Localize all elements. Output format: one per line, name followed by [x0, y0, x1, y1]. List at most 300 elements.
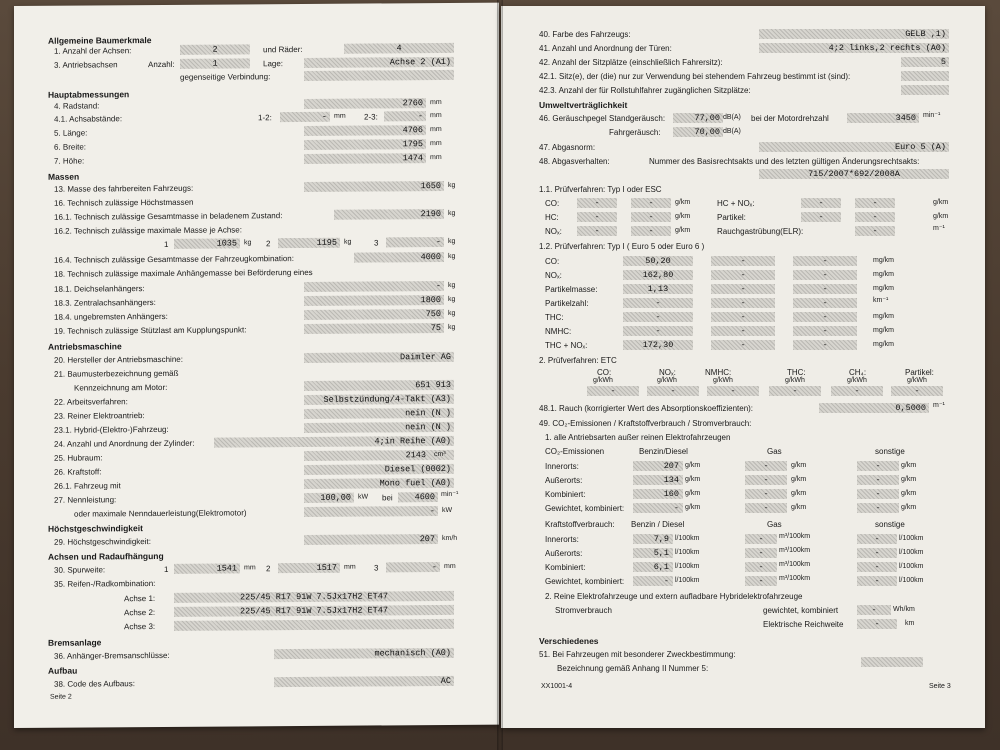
field: -: [647, 386, 699, 396]
unit: mg/km: [873, 313, 894, 320]
label: 18.1. Deichselanhängers:: [54, 284, 145, 294]
label: 2. Reine Elektrofahrzeuge und extern aufladbare Hybridelektrofahrzeuge: [545, 592, 803, 601]
field: 4: [344, 43, 454, 54]
field: Selbstzündung/4-Takt (A3): [304, 394, 454, 405]
field: 1800: [304, 295, 444, 306]
section-heading: Bremsanlage: [48, 637, 102, 648]
pollutant-label: THC:: [787, 368, 806, 377]
row-label: Kombiniert:: [545, 563, 586, 572]
field: nein (N ): [304, 408, 454, 419]
unit: l/100km: [675, 563, 700, 570]
label: 18. Technisch zulässige maximale Anhängemasse bei Beförderung eines: [54, 267, 313, 279]
label: 19. Technisch zulässige Stützlast am Kupplungspunkt:: [54, 325, 247, 336]
field: -: [711, 284, 775, 294]
field: -: [745, 489, 787, 499]
field: 715/2007*692/2008A: [759, 169, 949, 179]
field: -: [711, 312, 775, 322]
field: 100,00: [304, 493, 354, 503]
label: 26. Kraftstoff:: [54, 467, 102, 477]
field: 2190: [334, 209, 444, 220]
field: -: [633, 576, 673, 586]
pollutant-label: NOₓ:: [659, 368, 676, 377]
unit: g/km: [933, 213, 949, 220]
label: 42. Anzahl der Sitzplätze (einschließlich Fahrersitz):: [539, 58, 723, 67]
form-code: XX1001-4: [541, 683, 573, 690]
pollutant-label: CO:: [545, 199, 560, 208]
field: 225/45 R17 91W 7.5Jx17H2 ET47: [174, 605, 454, 617]
label: Achse 3:: [124, 622, 156, 632]
row-label: Außerorts:: [545, 476, 583, 485]
label: 51. Bei Fahrzeugen mit besonderer Zweckbestimmung:: [539, 650, 736, 659]
field: -: [793, 312, 857, 322]
section-heading: Aufbau: [48, 665, 78, 676]
field: -: [304, 281, 444, 292]
field: -: [801, 212, 841, 222]
unit: g/km: [901, 462, 917, 469]
row-label: Gewichtet, kombiniert:: [545, 504, 625, 513]
unit: g/km: [901, 476, 917, 483]
pollutant-label: NMHC:: [545, 327, 572, 336]
field: 172,30: [623, 340, 693, 350]
label: 1. Anzahl der Achsen:: [54, 46, 132, 56]
field: -: [304, 506, 438, 517]
field: -: [587, 386, 639, 396]
column-header: Gas: [767, 447, 782, 456]
label: 46. Geräuschpegel: [539, 114, 607, 123]
unit: g/km: [675, 213, 691, 220]
label: Stromverbrauch: [555, 606, 612, 615]
field: nein (N ): [304, 422, 454, 433]
unit: g/km: [791, 462, 807, 469]
field: -: [831, 386, 883, 396]
field: 50,20: [623, 256, 693, 266]
pollutant-label: Partikelmasse:: [545, 285, 598, 294]
unit: m³/100km: [779, 575, 811, 582]
unit: m⁻¹: [933, 225, 945, 232]
unit: l/100km: [899, 577, 924, 584]
unit: mg/km: [873, 327, 894, 334]
label: Achse 1:: [124, 594, 156, 604]
field: -: [631, 212, 671, 222]
field: 75: [304, 323, 444, 334]
label: 38. Code des Aufbaus:: [54, 679, 135, 689]
pollutant-label: Partikelzahl:: [545, 299, 589, 308]
unit: Wh/km: [893, 606, 915, 613]
unit: kg: [448, 209, 456, 217]
label: 26.1. Fahrzeug mit: [54, 481, 121, 491]
field: -: [623, 298, 693, 308]
field: -: [857, 576, 897, 586]
field: -: [384, 111, 426, 121]
field: -: [793, 284, 857, 294]
label: Nummer des Basisrechtsakts und des letzten gültigen Änderungsrechtsakts:: [649, 157, 920, 166]
unit: mm: [430, 140, 442, 148]
field: 1035: [174, 238, 240, 248]
unit: kg: [448, 281, 456, 289]
section-heading: Verschiedenes: [539, 636, 599, 646]
field: -: [745, 548, 777, 558]
label: 36. Anhänger-Bremsanschlüsse:: [54, 650, 170, 661]
unit: mm: [334, 112, 346, 120]
unit: mm: [244, 564, 256, 572]
section-heading: Hauptabmessungen: [48, 89, 130, 100]
column-header: sonstige: [875, 520, 905, 529]
field: 5: [901, 57, 949, 67]
unit: l/100km: [675, 577, 700, 584]
unit: min⁻¹: [441, 490, 459, 499]
unit: km/h: [442, 534, 458, 543]
axle-label: 3: [374, 238, 379, 248]
unit: km: [905, 620, 915, 627]
section-heading: Umweltverträglichkeit: [539, 100, 628, 110]
field: 4;2 links,2 rechts (A0): [759, 43, 949, 53]
unit: mm: [430, 126, 442, 134]
page-fold: [497, 0, 503, 750]
unit: g/km: [675, 227, 691, 234]
label: 21. Baumusterbezeichnung gemäß: [54, 368, 179, 379]
field: Achse 2 (A1): [304, 57, 454, 68]
field: -: [623, 326, 693, 336]
label: gewichtet, kombiniert: [763, 606, 839, 615]
label: Lage:: [263, 59, 284, 69]
field: -: [857, 534, 897, 544]
field: 3450: [847, 113, 919, 123]
field: Daimler AG: [304, 352, 454, 363]
field: -: [745, 534, 777, 544]
track-label: 2: [266, 564, 271, 574]
field: -: [623, 312, 693, 322]
unit: kg: [448, 181, 456, 189]
field: -: [707, 386, 759, 396]
unit: g/km: [901, 504, 917, 511]
field: 1474: [304, 153, 426, 164]
pollutant-label: Partikel:: [717, 213, 746, 222]
unit: l/100km: [675, 535, 700, 542]
unit: g/kWh: [907, 377, 927, 384]
field: -: [577, 212, 617, 222]
field: -: [793, 256, 857, 266]
field: -: [769, 386, 821, 396]
track-label: 1: [164, 564, 169, 574]
field: -: [857, 619, 897, 629]
field: 1,13: [623, 284, 693, 294]
column-header: Benzin / Diesel: [631, 520, 685, 529]
pollutant-label: CO:: [545, 257, 560, 266]
unit: g/kWh: [847, 377, 867, 384]
label: 47. Abgasnorm:: [539, 143, 596, 152]
unit: mg/km: [873, 271, 894, 278]
field: -: [857, 489, 899, 499]
field: 2: [180, 44, 250, 54]
unit: g/km: [675, 199, 691, 206]
field: Diesel (0002): [304, 464, 454, 475]
label: 1.1. Prüfverfahren: Typ I oder ESC: [539, 185, 662, 194]
field: -: [793, 340, 857, 350]
field: [304, 70, 454, 81]
label: 18.3. Zentralachsanhängers:: [54, 298, 156, 308]
pollutant-label: THC + NOₓ:: [545, 341, 588, 350]
row-label: Außerorts:: [545, 549, 583, 558]
label: 23. Reiner Elektroantrieb:: [54, 411, 145, 421]
field: 0,5000: [819, 403, 929, 413]
field: -: [711, 340, 775, 350]
field: Mono fuel (A0): [304, 478, 454, 489]
axle-label: 2: [266, 239, 271, 249]
field: -: [891, 386, 943, 396]
field: -: [857, 605, 891, 615]
field: 2143: [304, 450, 454, 461]
label: 13. Masse des fahrbereiten Fahrzeugs:: [54, 183, 194, 194]
label: gegenseitige Verbindung:: [180, 72, 271, 82]
field: -: [857, 562, 897, 572]
field: -: [857, 503, 899, 513]
field: -: [711, 270, 775, 280]
unit: g/km: [791, 476, 807, 483]
unit: min⁻¹: [923, 112, 941, 119]
label: 2. Prüfverfahren: ETC: [539, 356, 617, 365]
pollutant-label: CH₄:: [849, 368, 867, 377]
label: 27. Nennleistung:: [54, 495, 117, 505]
label: oder maximale Nenndauerleistung(Elektromotor): [74, 508, 247, 519]
row-label: Innerorts:: [545, 462, 579, 471]
label: Achse 2:: [124, 608, 156, 618]
field: -: [855, 226, 895, 236]
unit: km⁻¹: [873, 297, 889, 304]
field: 1517: [278, 563, 340, 573]
label: Anzahl:: [148, 59, 175, 70]
unit: cm³: [434, 450, 446, 459]
field: -: [745, 503, 787, 513]
label: 7. Höhe:: [54, 156, 85, 166]
section-heading: Massen: [48, 171, 80, 182]
label: 23.1. Hybrid-(Elektro-)Fahrzeug:: [54, 424, 169, 435]
field: 750: [304, 309, 444, 320]
label: 42.3. Anzahl der für Rollstuhlfahrer zugänglichen Sitzplätze:: [539, 86, 751, 95]
unit: kg: [448, 295, 456, 303]
column-header: Benzin/Diesel: [639, 447, 688, 456]
field: 1650: [304, 181, 444, 192]
field: 1795: [304, 139, 426, 150]
label: 42.1. Sitz(e), der (die) nur zur Verwendung bei stehendem Fahrzeug bestimmt ist (sind):: [539, 72, 851, 81]
field: [861, 657, 923, 667]
unit: mg/km: [873, 285, 894, 292]
unit: g/km: [685, 490, 701, 497]
label: 18.4. ungebremsten Anhängers:: [54, 311, 168, 322]
field: 162,80: [623, 270, 693, 280]
left-page: [14, 3, 499, 728]
label: 1. alle Antriebsarten außer reinen Elektrofahrzeugen: [545, 433, 731, 442]
right-page: [501, 6, 985, 728]
label: 20. Hersteller der Antriebsmaschine:: [54, 354, 183, 365]
unit: mm: [430, 99, 442, 107]
field: -: [857, 461, 899, 471]
unit: mm: [430, 154, 442, 162]
column-header: Kraftstoffverbrauch:: [545, 520, 615, 529]
unit: kg: [448, 252, 456, 260]
label: 30. Spurweite:: [54, 565, 106, 575]
field: -: [745, 562, 777, 572]
unit: dB(A): [723, 128, 741, 135]
unit: l/100km: [899, 563, 924, 570]
field: 4;in Reihe (A0): [214, 436, 454, 448]
unit: kg: [448, 323, 456, 331]
field: AC: [274, 676, 454, 687]
field: -: [745, 576, 777, 586]
label: 41. Anzahl und Anordnung der Türen:: [539, 44, 672, 53]
unit: g/kWh: [657, 377, 677, 384]
field: 225/45 R17 91W 7.5Jx17H2 ET47: [174, 591, 454, 603]
label: 40. Farbe des Fahrzeugs:: [539, 30, 631, 39]
unit: kg: [244, 239, 252, 247]
row-label: Kombiniert:: [545, 490, 586, 499]
unit: g/km: [685, 504, 701, 511]
label: Fahrgeräusch:: [609, 128, 661, 137]
field: 134: [633, 475, 683, 485]
field: -: [793, 270, 857, 280]
pollutant-label: Rauchgastrübung(ELR):: [717, 227, 804, 236]
field: 207: [633, 461, 683, 471]
unit: g/kWh: [713, 377, 733, 384]
unit: g/km: [791, 504, 807, 511]
field: -: [577, 198, 617, 208]
field: 6,1: [633, 562, 673, 572]
field: -: [280, 112, 330, 122]
label: Kennzeichnung am Motor:: [74, 382, 168, 393]
page-number: Seite 2: [50, 693, 72, 701]
label: und Räder:: [263, 44, 303, 55]
label: 16. Technisch zulässige Höchstmassen: [54, 197, 194, 208]
unit: kW: [442, 506, 453, 515]
label: 3. Antriebsachsen: [54, 60, 118, 70]
section-heading: Höchstgeschwindigkeit: [48, 523, 143, 534]
unit: l/100km: [899, 549, 924, 556]
field: mechanisch (A0): [274, 648, 454, 659]
unit: kg: [448, 237, 456, 245]
unit: dB(A): [723, 114, 741, 121]
unit: g/kWh: [593, 377, 613, 384]
unit: kg: [344, 238, 352, 246]
field: 2760: [304, 98, 426, 109]
unit: l/100km: [899, 535, 924, 542]
field: 77,00: [673, 113, 723, 123]
unit: m³/100km: [779, 561, 811, 568]
field: 160: [633, 489, 683, 499]
label: 24. Anzahl und Anordnung der Zylinder:: [54, 438, 195, 449]
field: -: [711, 326, 775, 336]
field: -: [711, 298, 775, 308]
section-heading: Antriebsmaschine: [48, 341, 122, 352]
pollutant-label: NMHC:: [705, 368, 732, 377]
pollutant-label: THC:: [545, 313, 564, 322]
label: 6. Breite:: [54, 142, 87, 152]
field: -: [386, 237, 444, 247]
field: 4000: [354, 252, 444, 263]
unit: kW: [358, 493, 369, 501]
field: Euro 5 (A): [759, 142, 949, 152]
label: bei: [382, 493, 393, 503]
label: 16.4. Technisch zulässige Gesamtmasse der Fahrzeugkombination:: [54, 254, 294, 265]
field: -: [745, 461, 787, 471]
field: -: [577, 226, 617, 236]
unit: g/km: [901, 490, 917, 497]
field: -: [855, 212, 895, 222]
field: -: [631, 198, 671, 208]
label: 48.1. Rauch (korrigierter Wert des Absorptionskoeffizienten):: [539, 404, 754, 413]
field: 1195: [278, 238, 340, 248]
unit: m⁻¹: [933, 402, 945, 409]
field: 1541: [174, 563, 240, 573]
unit: mm: [430, 112, 442, 120]
unit: mg/km: [873, 257, 894, 264]
unit: mg/km: [873, 341, 894, 348]
field: [901, 71, 949, 81]
label: 16.2. Technisch zulässige maximale Masse je Achse:: [54, 225, 242, 236]
field: 4706: [304, 125, 426, 136]
pollutant-label: Partikel:: [905, 368, 934, 377]
label: Bezeichnung gemäß Anhang II Nummer 5:: [557, 664, 709, 673]
label: 25. Hubraum:: [54, 453, 103, 463]
unit: g/km: [685, 476, 701, 483]
unit: kg: [448, 309, 456, 317]
field: 70,00: [673, 127, 723, 137]
label: bei der Motordrehzahl: [751, 114, 829, 123]
label: 1.2. Prüfverfahren: Typ I ( Euro 5 oder Euro 6 ): [539, 242, 705, 251]
unit: mm: [444, 562, 456, 570]
field: -: [793, 298, 857, 308]
label: 35. Reifen-/Radkombination:: [54, 579, 156, 589]
label: 29. Höchstgeschwindigkeit:: [54, 537, 151, 547]
unit: g/km: [685, 462, 701, 469]
section-heading: Allgemeine Baumerkmale: [48, 35, 152, 46]
label: 49. CO₂-Emissionen / Kraftstoffverbrauch / Stromverbrauch:: [539, 419, 752, 428]
row-label: Gewichtet, kombiniert:: [545, 577, 625, 586]
field: -: [801, 198, 841, 208]
field: -: [386, 562, 440, 572]
label: 22. Arbeitsverfahren:: [54, 397, 128, 407]
column-header: Gas: [767, 520, 782, 529]
column-header: sonstige: [875, 447, 905, 456]
label: 48. Abgasverhalten:: [539, 157, 610, 166]
field: -: [745, 475, 787, 485]
field: 651 913: [304, 380, 454, 391]
pollutant-label: NOₓ:: [545, 227, 562, 236]
field: -: [711, 256, 775, 266]
label: Elektrische Reichweite: [763, 620, 844, 629]
field: 5,1: [633, 548, 673, 558]
field: -: [857, 475, 899, 485]
column-header: CO₂-Emissionen: [545, 447, 605, 456]
unit: m³/100km: [779, 533, 811, 540]
unit: g/km: [791, 490, 807, 497]
pollutant-label: HC:: [545, 213, 559, 222]
label: 2-3:: [364, 112, 378, 122]
label: 1-2:: [258, 113, 272, 123]
pollutant-label: NOₓ:: [545, 271, 562, 280]
unit: mm: [344, 563, 356, 571]
row-label: Innerorts:: [545, 535, 579, 544]
axle-label: 1: [164, 239, 169, 249]
field: -: [631, 226, 671, 236]
label: 16.1. Technisch zulässige Gesamtmasse in beladenem Zustand:: [54, 211, 283, 222]
track-label: 3: [374, 563, 379, 573]
label: 5. Länge:: [54, 128, 88, 138]
label: 4.1. Achsabstände:: [54, 114, 123, 124]
pollutant-label: CO:: [597, 368, 612, 377]
field: 1: [180, 58, 250, 68]
label: 4. Radstand:: [54, 101, 100, 111]
field: 4600: [398, 492, 438, 502]
unit: g/kWh: [785, 377, 805, 384]
